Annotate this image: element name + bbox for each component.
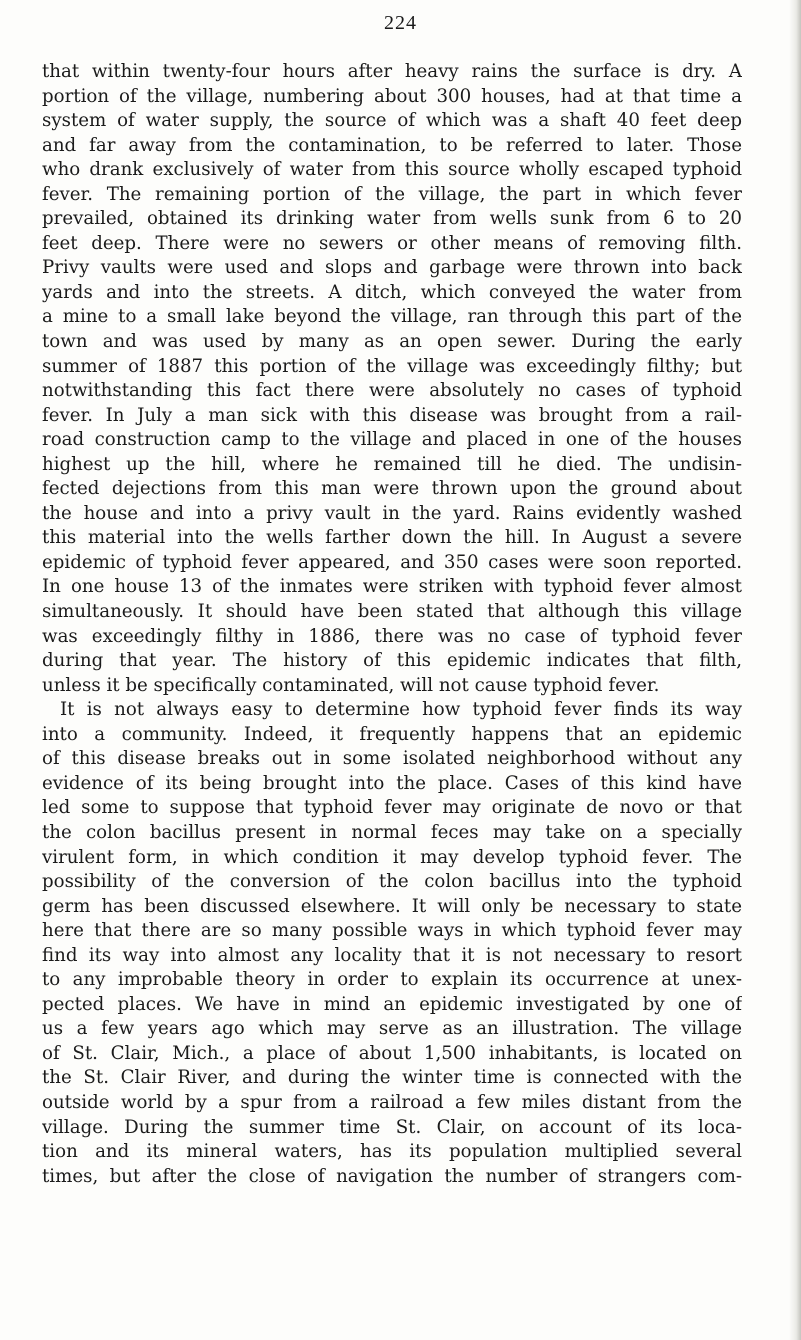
text-line: portion of the village, numbering about 300 houses, had at that time a <box>42 85 742 107</box>
text-line: of St. Clair, Mich., a place of about 1,500 inhabitants, is located on <box>42 1042 742 1064</box>
text-line: town and was used by many as an open sewer. During the early <box>42 331 742 353</box>
text-line: times, but after the close of navigation the number of strangers com- <box>42 1165 742 1187</box>
text-line: this material into the wells farther down the hill. In August a severe <box>42 527 742 549</box>
text-line: fected dejections from this man were thrown upon the ground about <box>42 478 742 500</box>
text-line: fever. The remaining portion of the village, the part in which fever <box>42 183 742 205</box>
text-line: that within twenty-four hours after heavy rains the surface is dry. A <box>42 61 742 82</box>
text-line: tion and its mineral waters, has its population multiplied several <box>42 1141 742 1163</box>
text-line: summer of 1887 this portion of the village was exceedingly filthy; but <box>42 355 742 377</box>
text-line: system of water supply, the source of which was a shaft 40 feet deep <box>42 110 742 132</box>
text-line: a mine to a small lake beyond the village, ran through this part of the <box>42 306 742 328</box>
text-line: It is not always easy to determine how typhoid fever finds its way <box>60 699 742 721</box>
text-line: and far away from the contamination, to be referred to later. Those <box>42 134 742 156</box>
text-line: us a few years ago which may serve as an illustration. The village <box>42 1018 742 1040</box>
text-line: the colon bacillus present in normal feces may take on a specially <box>42 821 742 843</box>
text-line: simultaneously. It should have been stated that although this village <box>42 601 742 623</box>
text-line: find its way into almost any locality that it is not necessary to resort <box>42 944 742 966</box>
text-line: feet deep. There were no sewers or other means of removing filth. <box>42 232 742 254</box>
text-line: during that year. The history of this epidemic indicates that filth, <box>42 650 742 672</box>
text-line: led some to suppose that typhoid fever may originate de novo or that <box>42 797 742 819</box>
text-line: outside world by a spur from a railroad a few miles distant from the <box>42 1091 742 1113</box>
text-line: fever. In July a man sick with this disease was brought from a rail- <box>42 404 742 426</box>
text-line: epidemic of typhoid fever appeared, and 350 cases were soon reported. <box>42 551 742 573</box>
text-line: village. During the summer time St. Clair, on account of its loca- <box>42 1116 742 1138</box>
text-line: of this disease breaks out in some isolated neighborhood without any <box>42 748 742 770</box>
text-line: the house and into a privy vault in the yard. Rains evidently washed <box>42 502 742 524</box>
text-line: notwithstanding this fact there were absolutely no cases of typhoid <box>42 380 742 402</box>
text-line: into a community. Indeed, it frequently happens that an epidemic <box>42 723 742 745</box>
text-line: yards and into the streets. A ditch, which conveyed the water from <box>42 281 742 303</box>
text-line: pected places. We have in mind an epidemic investigated by one of <box>42 993 742 1015</box>
text-line: prevailed, obtained its drinking water from wells sunk from 6 to 20 <box>42 208 742 230</box>
text-line: germ has been discussed elsewhere. It will only be necessary to state <box>42 895 742 917</box>
text-line: In one house 13 of the inmates were striken with typhoid fever almost <box>42 576 742 598</box>
text-line: unless it be specifically contaminated, will not cause typhoid fever. <box>42 674 660 696</box>
body-text <box>42 60 742 1189</box>
text-line: highest up the hill, where he remained till he died. The undisin- <box>42 453 742 475</box>
text-line: evidence of its being brought into the place. Cases of this kind have <box>42 772 742 794</box>
text-line: possibility of the conversion of the colon bacillus into the typhoid <box>42 871 742 893</box>
text-line: Privy vaults were used and slops and garbage were thrown into back <box>42 257 742 279</box>
text-line: was exceedingly filthy in 1886, there was no case of typhoid fever <box>42 625 742 647</box>
text-line: road construction camp to the village and placed in one of the houses <box>42 429 742 451</box>
text-line: virulent form, in which condition it may develop typhoid fever. The <box>42 846 742 868</box>
page-number: 224 <box>384 12 417 34</box>
text-line: the St. Clair River, and during the winter time is connected with the <box>42 1067 742 1089</box>
text-line: who drank exclusively of water from this source wholly escaped typhoid <box>42 159 742 181</box>
page-edge-shadow <box>789 0 801 1340</box>
text-line: to any improbable theory in order to explain its occurrence at unex- <box>42 969 742 991</box>
text-line: here that there are so many possible ways in which typhoid fever may <box>42 920 742 942</box>
